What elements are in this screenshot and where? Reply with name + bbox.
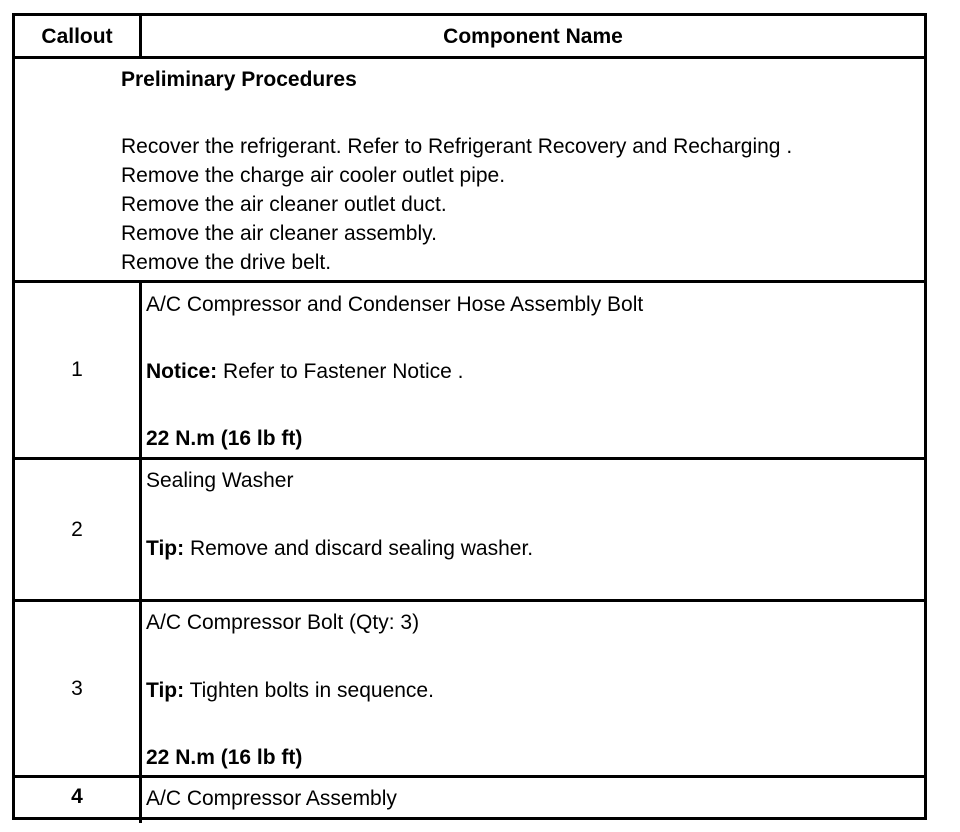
component-name: A/C Compressor Bolt (Qty: 3) [146,611,420,634]
preliminary-step: Remove the drive belt. [121,251,332,274]
row-rule [15,775,924,778]
component-note: Tip: Remove and discard sealing washer. [146,537,534,560]
preliminary-step: Remove the air cleaner assembly. [121,222,437,245]
row-rule [15,599,924,602]
column-divider [139,280,142,823]
row-rule [15,457,924,460]
preliminary-bottom-rule [15,280,924,283]
callout-number: 2 [71,518,83,541]
preliminary-step: Recover the refrigerant. Refer to Refrigerant Recovery and Recharging . [121,135,793,158]
header-callout: Callout [41,25,113,48]
component-note: Tip: Tighten bolts in sequence. [146,679,434,702]
component-table [12,13,927,820]
component-name: A/C Compressor Assembly [146,787,397,810]
component-name: Sealing Washer [146,469,294,492]
component-note: Notice: Refer to Fastener Notice . [146,360,464,383]
component-name: A/C Compressor and Condenser Hose Assembly Bolt [146,293,644,316]
torque-spec: 22 N.m (16 lb ft) [146,427,303,450]
header-bottom-rule [15,56,924,59]
header-component-name: Component Name [443,25,623,48]
torque-spec: 22 N.m (16 lb ft) [146,746,303,769]
callout-number: 1 [71,358,83,381]
callout-number: 4 [71,785,83,808]
preliminary-title: Preliminary Procedures [121,68,357,91]
preliminary-step: Remove the charge air cooler outlet pipe. [121,164,506,187]
preliminary-step: Remove the air cleaner outlet duct. [121,193,447,216]
callout-number: 3 [71,677,83,700]
